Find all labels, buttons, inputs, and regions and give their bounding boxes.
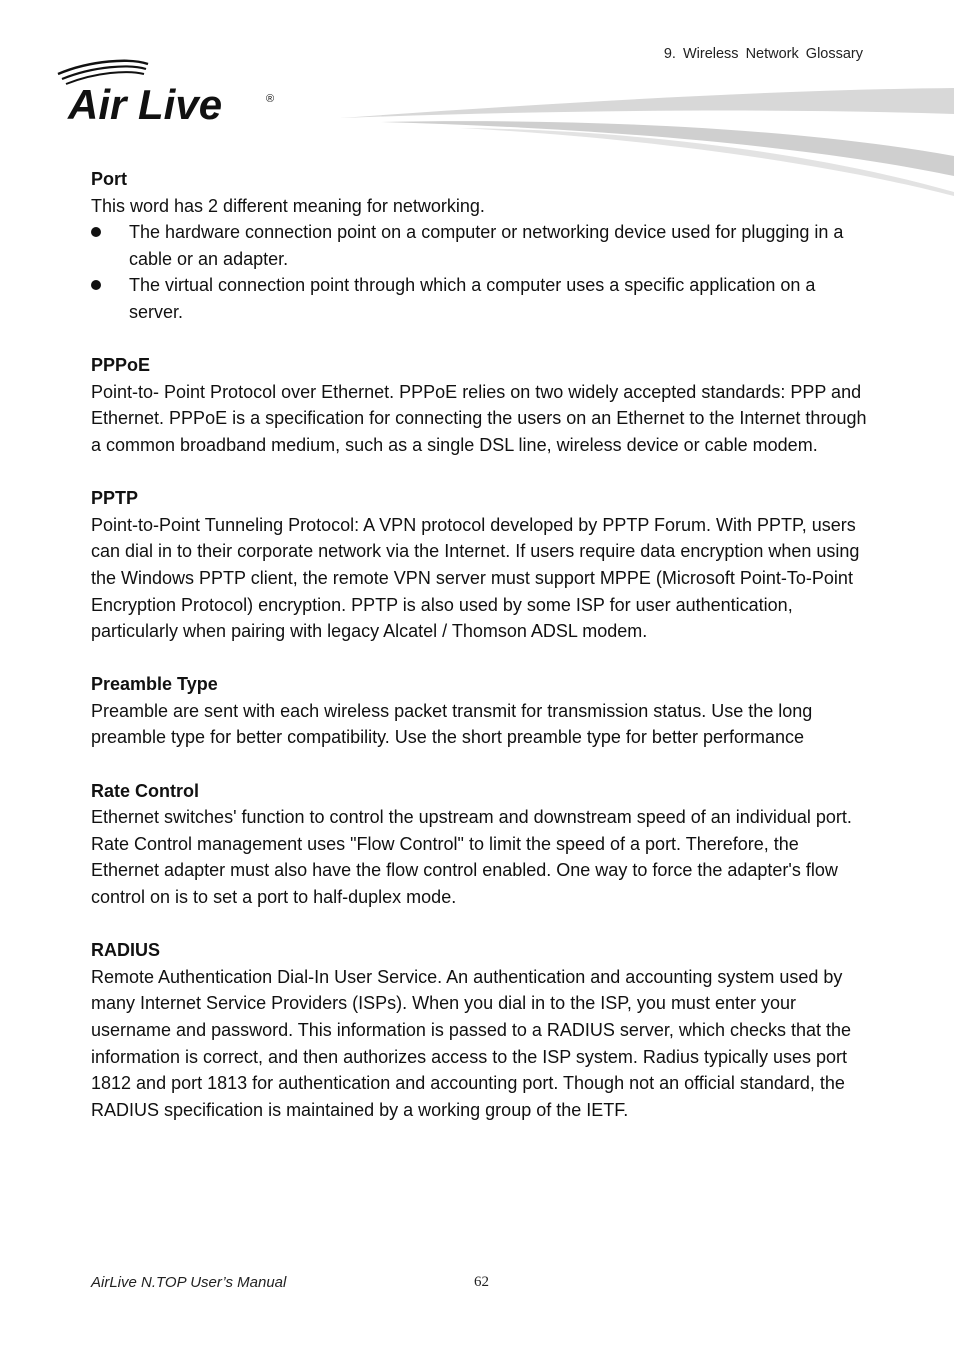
logo-text: Air Live <box>68 81 223 124</box>
term-description: Remote Authentication Dial-In User Service. An authentication and accounting system used by many Internet Service Providers (ISPs). When you dial in to the ISP, you must enter your username and password. This information is passed to a RADIUS server, which checks that the information is correct, and then authorizes access to the ISP system. Radius typically uses port 1812 and port 1813 for authentication and accounting port. Though not an official standard, the RADIUS specification is maintained by a working group of the IETF. <box>91 966 852 1120</box>
glossary-entry-preamble-type <box>91 671 871 751</box>
list-item <box>91 272 871 325</box>
list-item-text: The virtual connection point through which a computer uses a specific application on a server. <box>129 275 816 322</box>
footer-manual-title: AirLive N.TOP User’s Manual <box>91 1274 287 1291</box>
term-heading: PPPoE <box>91 355 151 376</box>
term-description: This word has 2 different meaning for networking. <box>91 195 485 216</box>
page-number: 62 <box>474 1274 489 1290</box>
bullet-list <box>91 219 871 325</box>
bullet-icon <box>91 227 101 237</box>
list-item <box>91 219 871 272</box>
term-heading: Preamble Type <box>91 674 218 695</box>
glossary-entry-radius <box>91 937 871 1123</box>
bullet-icon <box>91 280 101 290</box>
glossary-entry-pptp <box>91 485 871 645</box>
airlive-logo <box>56 58 286 124</box>
term-heading: Port <box>91 169 127 189</box>
term-heading: Rate Control <box>91 780 199 801</box>
chapter-title: 9. Wireless Network Glossary <box>663 46 863 62</box>
term-description: Preamble are sent with each wireless packet transmit for transmission status. Use the long preamble type for better compatibility. Use the short preamble type for better performance <box>91 700 813 748</box>
glossary-entry-rate-control <box>91 778 871 911</box>
term-description: Ethernet switches' function to control the upstream and downstream speed of an individual port. Rate Control management uses "Flow Control" to limit the speed of a port. Therefore, the Ethernet adapter must also have the flow control enabled. One way to force the adapter's flow control on is to set a port to half-duplex mode. <box>91 807 852 908</box>
term-description: Point-to- Point Protocol over Ethernet. PPPoE relies on two widely accepted standards: PPP and Ethernet. PPPoE is a specification for connecting the users on an Ethernet to the Internet through a common broadband medium, such as a single DSL line, wireless device or cable modem. <box>91 381 867 455</box>
term-heading: RADIUS <box>91 940 161 961</box>
term-description: Point-to-Point Tunneling Protocol: A VPN protocol developed by PPTP Forum. With PPTP, users can dial in to their corporate network via the Internet. If users require data encryption when using the Windows PPTP client, the remote VPN server must support MPPE (Microsoft Point-To-Point Encryption Protocol) encryption. PPTP is also used by some ISP for user authentication, particularly when pairing with legacy Alcatel / Thomson ADSL modem. <box>91 514 860 642</box>
list-item-text: The hardware connection point on a computer or networking device used for plugging in a cable or an adapter. <box>129 222 844 269</box>
glossary-entry-port <box>91 166 871 326</box>
glossary-entry-pppoe <box>91 352 871 458</box>
glossary-content <box>91 166 871 1150</box>
registered-mark: ® <box>266 93 275 105</box>
term-heading: PPTP <box>91 488 139 509</box>
